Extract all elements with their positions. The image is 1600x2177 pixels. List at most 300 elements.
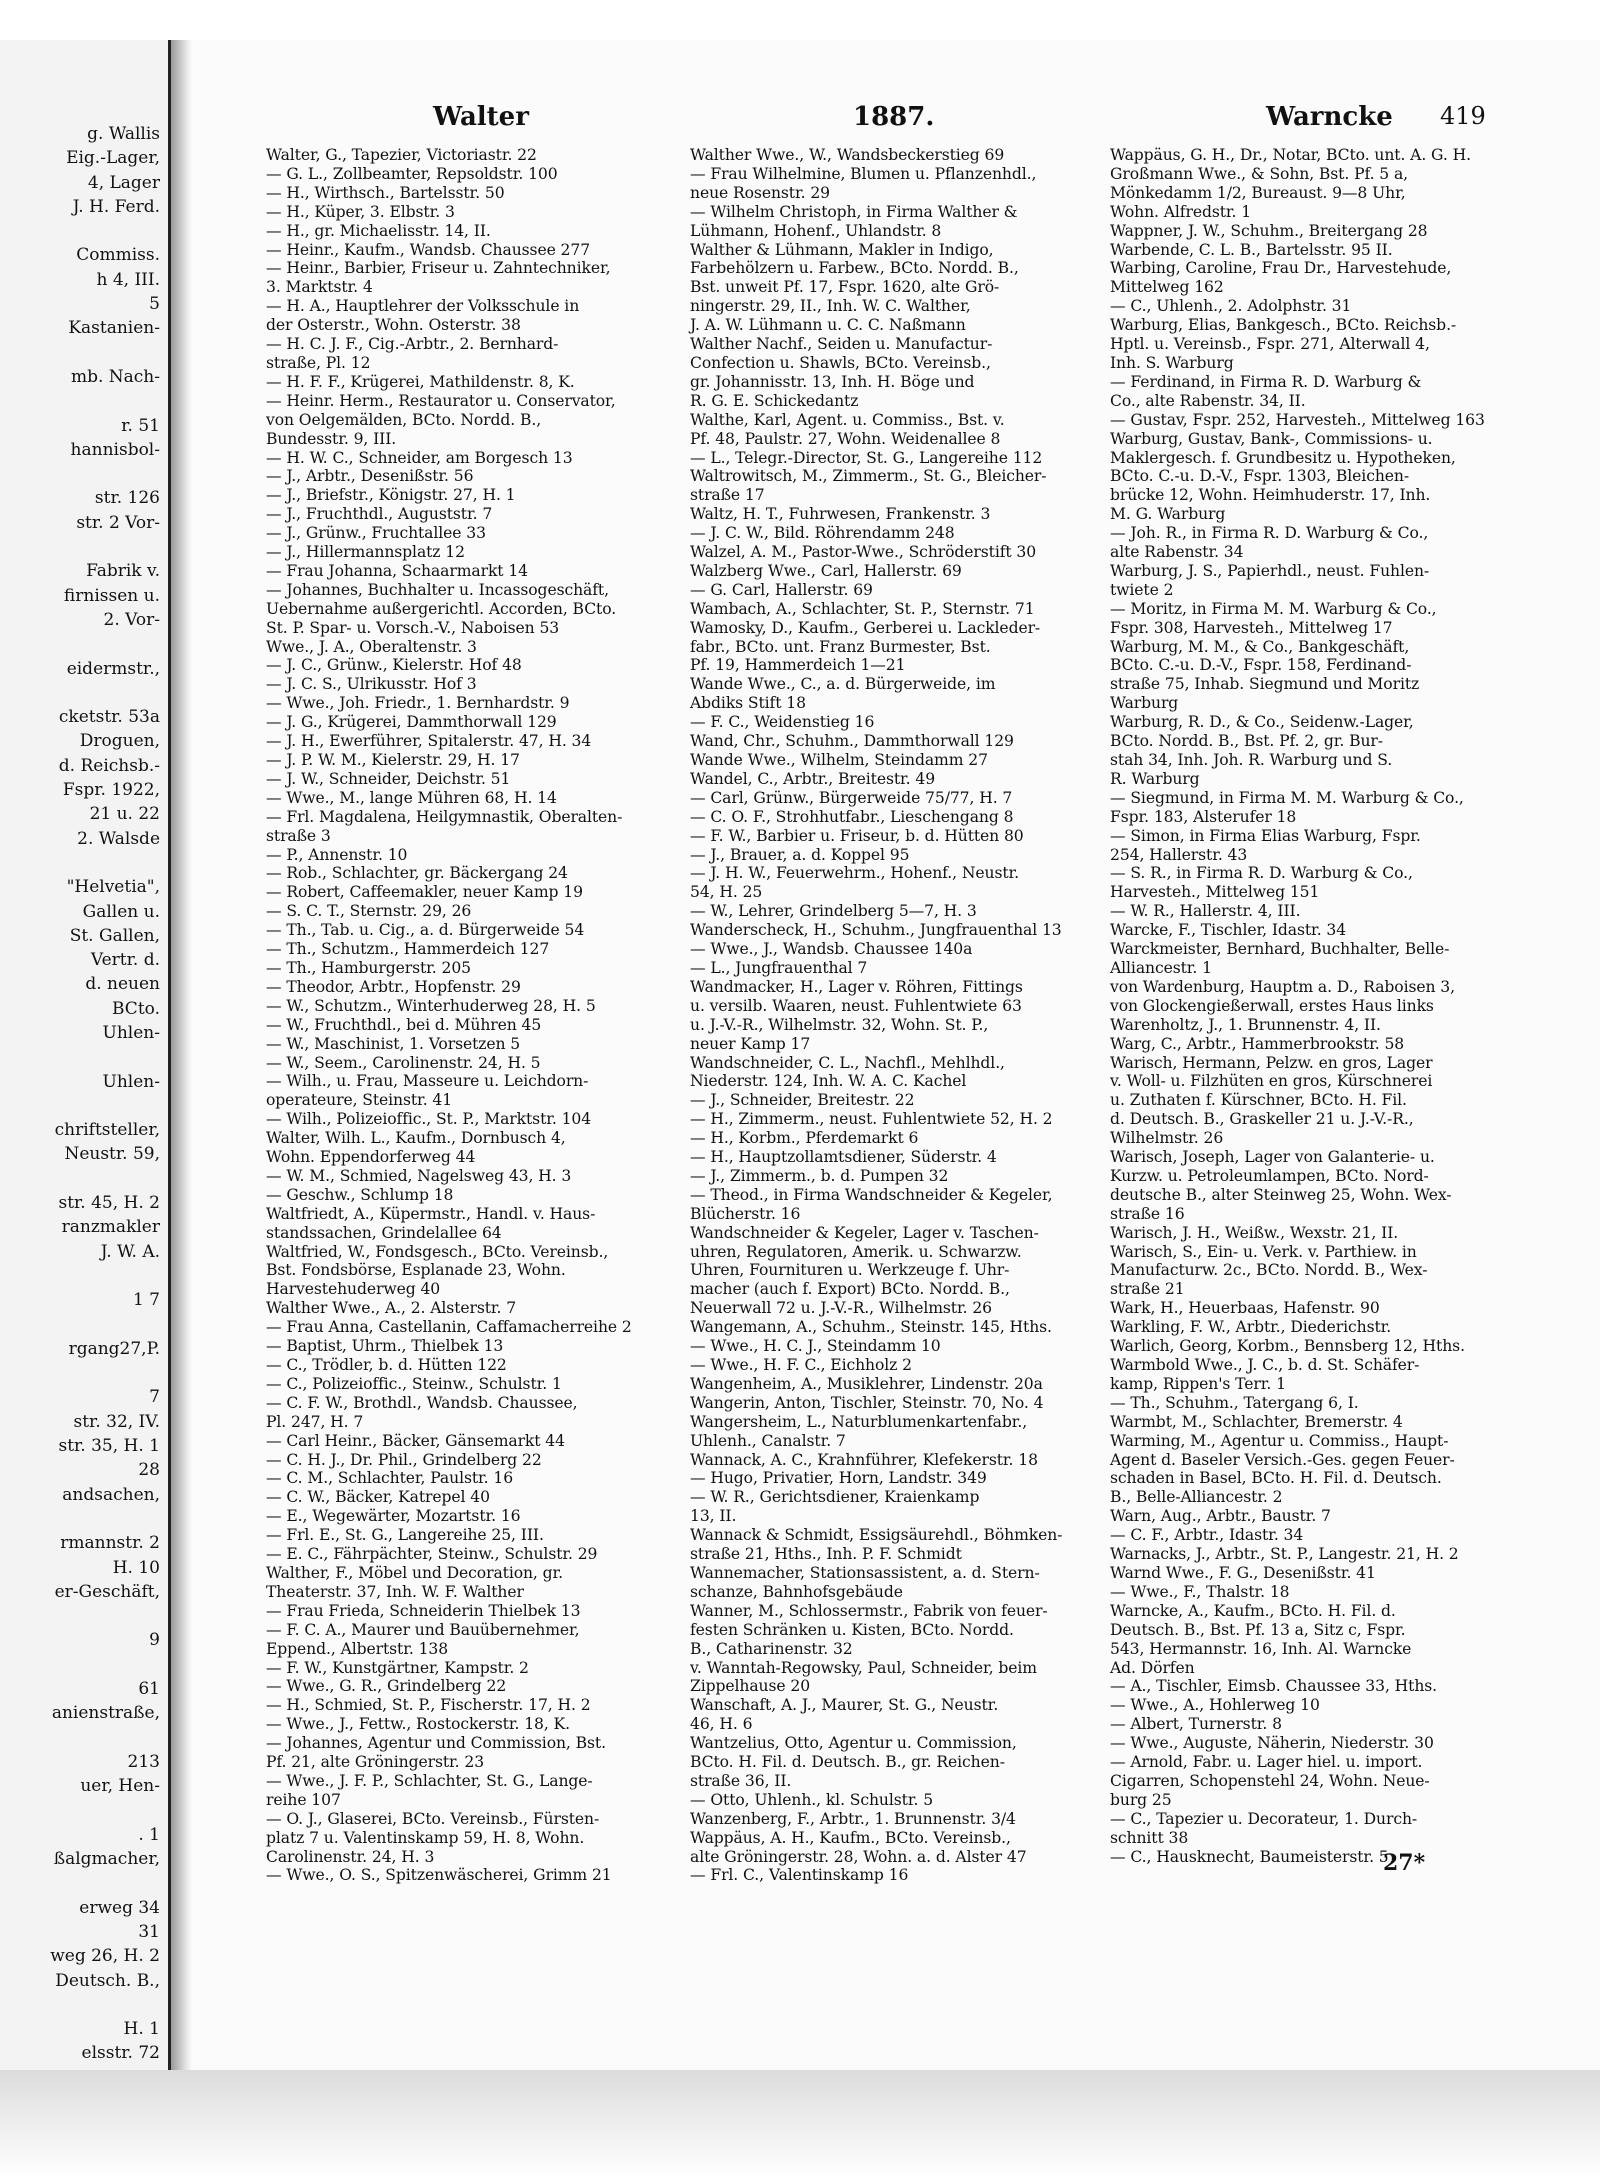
directory-entry-line: — H., Korbm., Pferdemarkt 6	[690, 1129, 919, 1148]
directory-entry-line: straße 36, II.	[690, 1771, 792, 1790]
directory-entry-line: — Wwe., Joh. Friedr., 1. Bernhardstr. 9	[266, 694, 570, 713]
directory-entry-line: Warming, M., Agentur u. Commiss., Haupt-	[1110, 1431, 1449, 1450]
directory-entry-line: Wanderscheck, H., Schuhm., Jungfrauenthal 13	[690, 921, 1062, 940]
directory-entry-line: — J., Schneider, Breitestr. 22	[690, 1091, 915, 1110]
directory-entry-line: R. G. E. Schickedantz	[690, 391, 859, 410]
directory-entry-line: Warmbt, M., Schlachter, Bremerstr. 4	[1110, 1412, 1403, 1431]
directory-entry-line: macher (auch f. Export) BCto. Nordd. B.,	[690, 1280, 1010, 1299]
directory-entry-line: — W., Fruchthdl., bei d. Mühren 45	[266, 1015, 542, 1034]
directory-entry-line: Niederstr. 124, Inh. W. A. C. Kachel	[690, 1072, 967, 1091]
left-fragment-line: mb. Nach-	[70, 366, 160, 387]
directory-entry-line: Wangemann, A., Schuhm., Steinstr. 145, Hths.	[690, 1318, 1052, 1337]
directory-entry-line: Walther & Lühmann, Makler in Indigo,	[690, 240, 994, 259]
directory-entry-line: — C. W., Bäcker, Katrepel 40	[266, 1488, 490, 1507]
directory-entry-line: neue Rosenstr. 29	[690, 183, 830, 202]
left-fragment-line: H. 10	[112, 1557, 160, 1578]
directory-entry-line: Warburg, M. M., & Co., Bankgeschäft,	[1110, 637, 1410, 656]
directory-entry-line: — C., Trödler, b. d. Hütten 122	[266, 1356, 507, 1374]
directory-entry-line: reihe 107	[266, 1790, 341, 1809]
left-fragment-line: erweg 34	[79, 1897, 160, 1918]
scan-bottom-shadow	[0, 2070, 1600, 2177]
directory-entry-line: schanze, Bahnhofsgebäude	[690, 1582, 903, 1601]
directory-entry-line: Wohn. Alfredstr. 1	[1110, 202, 1252, 221]
left-fragment-line: 7	[149, 1387, 160, 1408]
left-fragment-line: rgang27,P.	[68, 1338, 160, 1359]
running-head-year: 1887.	[853, 102, 935, 132]
left-fragment-line	[0, 1871, 168, 1895]
directory-entry-line: Walzberg Wwe., Carl, Hallerstr. 69	[690, 561, 962, 580]
directory-entry-line: straße 75, Inhab. Siegmund und Moritz	[1110, 675, 1420, 694]
left-fragment-line: Gallen u.	[82, 901, 160, 922]
directory-entry-line: Maklergesch. f. Grundbesitz u. Hypotheken,	[1110, 448, 1456, 467]
directory-entry-line: Walzel, A. M., Pastor-Wwe., Schröderstift 30	[690, 543, 1037, 562]
directory-entry-line: Warmbold Wwe., J. C., b. d. St. Schäfer-	[1110, 1356, 1420, 1374]
directory-entry-line: — Baptist, Uhrm., Thielbek 13	[266, 1337, 504, 1356]
directory-entry-line: — F. C., Weidenstieg 16	[690, 713, 875, 732]
left-fragment-line	[0, 1313, 168, 1337]
directory-entry-line: burg 25	[1110, 1790, 1172, 1809]
directory-entry-line: — W. R., Gerichtsdiener, Kraienkamp	[690, 1488, 980, 1507]
directory-entry-line: — J. C. W., Bild. Röhrendamm 248	[690, 524, 955, 543]
directory-entry-line: — L., Telegr.-Director, St. G., Langereihe 112	[690, 448, 1043, 467]
directory-entry-line: — Wwe., J., Fettw., Rostockerstr. 18, K.	[266, 1715, 570, 1734]
directory-entry-line: — E. C., Fährpächter, Steinw., Schulstr. 29	[266, 1545, 598, 1564]
left-fragment-line: . 1	[138, 1824, 160, 1845]
directory-entry-line: Warkling, F. W., Arbtr., Diederichstr.	[1110, 1318, 1392, 1337]
directory-entry-line: St. P. Spar- u. Vorsch.-V., Naboisen 53	[266, 618, 560, 637]
directory-entry-line: Warenholtz, J., 1. Brunnenstr. 4, II.	[1110, 1015, 1381, 1034]
directory-entry-line: Waltrowitsch, M., Zimmerm., St. G., Bleicher-	[690, 467, 1047, 486]
directory-entry-line: stah 34, Inh. Joh. R. Warburg und S.	[1110, 751, 1393, 769]
directory-entry-line: Farbehölzern u. Farbew., BCto. Nordd. B.,	[690, 259, 1019, 278]
directory-entry-line: — Th., Tab. u. Cig., a. d. Bürgerweide 54	[266, 921, 585, 940]
directory-entry-line: Warburg	[1110, 694, 1179, 713]
left-fragment-line	[0, 1653, 168, 1677]
directory-entry-line: Warn, Aug., Arbtr., Baustr. 7	[1110, 1507, 1331, 1526]
directory-entry-line: — Th., Schuhm., Tatergang 6, I.	[1110, 1393, 1359, 1412]
directory-entry-line: Harvestehuderweg 40	[266, 1280, 441, 1299]
directory-entry-line: straße 17	[690, 486, 765, 505]
directory-entry-line: — C. H. J., Dr. Phil., Grindelberg 22	[266, 1450, 542, 1469]
directory-entry-line: — Heinr., Kaufm., Wandsb. Chaussee 277	[266, 240, 591, 259]
directory-entry-line: — W., Maschinist, 1. Vorsetzen 5	[266, 1034, 521, 1053]
directory-entry-line: Wandmacker, H., Lager v. Röhren, Fittings	[690, 977, 1023, 996]
directory-entry-line: R. Warburg	[1110, 769, 1200, 788]
directory-entry-line: Wandel, C., Arbtr., Breitestr. 49	[690, 769, 936, 788]
left-fragment-line: uer, Hen-	[80, 1776, 160, 1797]
left-fragment-line	[0, 219, 168, 243]
left-fragment-line: firnissen u.	[63, 585, 160, 606]
directory-entry-line: — H. A., Hauptlehrer der Volksschule in	[266, 297, 580, 316]
directory-entry-line: Warburg, R. D., & Co., Seidenw.-Lager,	[1110, 713, 1414, 732]
directory-entry-line: — Frl. E., St. G., Langereihe 25, III.	[266, 1526, 544, 1545]
left-fragment-line: andsachen,	[62, 1484, 160, 1505]
directory-entry-line: — Wilh., u. Frau, Masseure u. Leichdorn-	[266, 1072, 589, 1091]
directory-entry-line: ningerstr. 29, II., Inh. W. C. Walther,	[690, 297, 971, 316]
left-fragment-line: Fabrik v.	[86, 561, 160, 582]
directory-entry-line: — H. W. C., Schneider, am Borgesch 13	[266, 448, 573, 467]
directory-entry-line: fabr., BCto. unt. Franz Burmester, Bst.	[690, 637, 991, 656]
directory-entry-line: v. Wanntah-Regowsky, Paul, Schneider, beim	[690, 1658, 1037, 1677]
directory-entry-line: — C., Tapezier u. Decorateur, 1. Durch-	[1110, 1809, 1418, 1828]
directory-entry-line: Wande Wwe., C., a. d. Bürgerweide, im	[690, 675, 996, 694]
directory-entry-line: operateure, Steinstr. 41	[266, 1091, 453, 1110]
directory-entry-line: 3. Marktstr. 4	[266, 278, 373, 297]
directory-entry-line: — Ferdinand, in Firma R. D. Warburg &	[1110, 372, 1422, 391]
directory-entry-line: — F. W., Barbier u. Friseur, b. d. Hütten 80	[690, 826, 1024, 845]
left-fragment-line: h 4, III.	[96, 269, 160, 290]
directory-entry-line: Inh. S. Warburg	[1110, 353, 1234, 372]
directory-entry-line: — J. H., Ewerführer, Spitalerstr. 47, H. 34	[266, 732, 592, 751]
directory-entry-line: — Wwe., G. R., Grindelberg 22	[266, 1677, 507, 1696]
directory-entry-line: — Heinr. Herm., Restaurator u. Conservator,	[266, 391, 616, 410]
directory-entry-line: straße, Pl. 12	[266, 353, 371, 372]
directory-entry-line: kamp, Rippen's Terr. 1	[1110, 1374, 1286, 1393]
left-fragment-line	[0, 1993, 168, 2017]
left-fragment-line: 31	[138, 1921, 160, 1942]
directory-entry-line: Wangersheim, L., Naturblumenkartenfabr.,	[690, 1412, 1028, 1431]
directory-entry-line: straße 16	[1110, 1204, 1185, 1223]
left-fragment-line	[0, 1604, 168, 1628]
directory-entry-line: — Wwe., A., Hohlerweg 10	[1110, 1696, 1320, 1715]
directory-entry-line: Walther, F., Möbel und Decoration, gr.	[266, 1563, 564, 1582]
left-fragment-line: BCto.	[112, 998, 160, 1019]
directory-column-2	[690, 146, 1095, 1885]
directory-entry-line: Manufacturw. 2c., BCto. Nordd. B., Wex-	[1110, 1261, 1428, 1280]
directory-column-3	[1110, 146, 1515, 1866]
directory-entry-line: — Arnold, Fabr. u. Lager hiel. u. import.	[1110, 1753, 1423, 1772]
directory-entry-line: Wamosky, D., Kaufm., Gerberei u. Lackleder-	[690, 618, 1041, 637]
signature-mark: 27*	[1383, 1850, 1426, 1876]
directory-entry-line: Co., alte Rabenstr. 34, II.	[1110, 391, 1306, 410]
left-fragment-line: 2. Walsde	[77, 828, 160, 849]
left-fragment-line: hannisbol-	[70, 439, 160, 460]
directory-entry-line: Uebernahme außergerichtl. Accorden, BCto.	[266, 599, 617, 618]
directory-entry-line: — L., Jungfrauenthal 7	[690, 958, 868, 977]
directory-entry-line: — J. P. W. M., Kielerstr. 29, H. 17	[266, 751, 520, 769]
left-fragment-line: cketstr. 53a	[58, 707, 160, 728]
directory-entry-line: — C., Hausknecht, Baumeisterstr. 5	[1110, 1847, 1389, 1866]
directory-entry-line: Pl. 247, H. 7	[266, 1412, 364, 1431]
directory-entry-line: Warckmeister, Bernhard, Buchhalter, Belle-	[1110, 940, 1450, 959]
directory-entry-line: Wilhelmstr. 26	[1110, 1129, 1224, 1148]
directory-entry-line: festen Schränken u. Kisten, BCto. Nordd.	[690, 1620, 1014, 1639]
directory-entry-line: Waltz, H. T., Fuhrwesen, Frankenstr. 3	[690, 505, 991, 524]
left-fragment-line	[0, 1045, 168, 1069]
directory-entry-line: 46, H. 6	[690, 1715, 753, 1734]
directory-entry-line: 54, H. 25	[690, 883, 763, 902]
directory-entry-line: — S. R., in Firma R. D. Warburg & Co.,	[1110, 864, 1413, 883]
left-fragment-line: Fspr. 1922,	[62, 780, 160, 801]
directory-entry-line: — W. R., Hallerstr. 4, III.	[1110, 902, 1301, 921]
directory-entry-line: — Simon, in Firma Elias Warburg, Fspr.	[1110, 826, 1421, 845]
left-fragment-line: str. 45, H. 2	[58, 1193, 160, 1214]
directory-entry-line: — Frau Frieda, Schneiderin Thielbek 13	[266, 1601, 581, 1620]
left-page-edge	[0, 40, 171, 2070]
left-fragment-line: weg 26, H. 2	[50, 1946, 160, 1967]
left-fragment-line: chriftsteller,	[54, 1120, 160, 1141]
directory-entry-line: gr. Johannisstr. 13, Inh. H. Böge und	[690, 372, 975, 391]
directory-entry-line: Walter, G., Tapezier, Victoriastr. 22	[266, 146, 537, 164]
left-fragment-line: 5	[149, 294, 160, 315]
directory-entry-line: Warbende, C. L. B., Bartelsstr. 95 II.	[1110, 240, 1393, 259]
directory-entry-line: — G. L., Zollbeamter, Repsoldstr. 100	[266, 164, 558, 183]
directory-entry-line: platz 7 u. Valentinskamp 59, H. 8, Wohn.	[266, 1828, 585, 1847]
directory-entry-line: Wappäus, G. H., Dr., Notar, BCto. unt. A. G. H.	[1110, 146, 1471, 164]
directory-entry-line: Wohn. Eppendorferweg 44	[266, 1148, 476, 1167]
directory-entry-line: — Wwe., J., Wandsb. Chaussee 140a	[690, 940, 973, 959]
directory-entry-line: Wandschneider & Kegeler, Lager v. Taschen-	[690, 1223, 1039, 1242]
directory-entry-line: Warburg, J. S., Papierhdl., neust. Fuhlen-	[1110, 561, 1430, 580]
running-head-right: Warncke	[1266, 102, 1393, 132]
directory-entry-line: — J., Fruchthdl., Auguststr. 7	[266, 505, 493, 524]
directory-entry-line: deutsche B., alter Steinweg 25, Wohn. Wex-	[1110, 1185, 1452, 1204]
directory-entry-line: — Johannes, Agentur und Commission, Bst.	[266, 1734, 606, 1753]
directory-entry-line: — Wwe., J. F. P., Schlachter, St. G., Lange-	[266, 1771, 593, 1790]
directory-entry-line: Wwe., J. A., Oberaltenstr. 3	[266, 637, 477, 656]
running-head-left: Walter	[433, 102, 529, 132]
directory-entry-line: Uhren, Fournituren u. Werkzeuge f. Uhr-	[690, 1261, 1010, 1280]
left-fragment-line: Neustr. 59,	[64, 1144, 160, 1165]
left-fragment-line: 28	[138, 1460, 160, 1481]
directory-entry-line: — A., Tischler, Eimsb. Chaussee 33, Hths.	[1110, 1677, 1438, 1696]
directory-entry-line: — W., Seem., Carolinenstr. 24, H. 5	[266, 1053, 541, 1072]
directory-entry-line: Zippelhause 20	[690, 1677, 811, 1696]
left-fragment-line	[0, 1167, 168, 1191]
directory-entry-line: straße 21	[1110, 1280, 1185, 1299]
directory-entry-line: Großmann Wwe., & Sohn, Bst. Pf. 5 a,	[1110, 164, 1409, 183]
directory-entry-line: Waltfried, W., Fondsgesch., BCto. Vereinsb.,	[266, 1242, 609, 1261]
left-fragment-line: d. Reichsb.-	[58, 755, 160, 776]
left-fragment-line: 61	[138, 1679, 160, 1699]
left-fragment-line	[0, 462, 168, 486]
left-fragment-line	[0, 681, 168, 705]
directory-entry-line: — Wwe., Auguste, Näherin, Niederstr. 30	[1110, 1734, 1434, 1753]
left-fragment-line: Commiss.	[76, 245, 160, 266]
directory-entry-line: Pf. 21, alte Gröningerstr. 23	[266, 1753, 485, 1772]
directory-entry-line: — Wwe., O. S., Spitzenwäscherei, Grimm 21	[266, 1866, 612, 1885]
directory-entry-line: — H., Küper, 3. Elbstr. 3	[266, 202, 455, 221]
directory-entry-line: M. G. Warburg	[1110, 505, 1226, 524]
directory-entry-line: alte Gröningerstr. 28, Wohn. a. d. Alster 47	[690, 1847, 1027, 1866]
directory-entry-line: Wappäus, A. H., Kaufm., BCto. Vereinsb.,	[690, 1828, 1011, 1847]
left-fragment-line	[0, 1361, 168, 1385]
directory-entry-line: straße 21, Hths., Inh. P. F. Schmidt	[690, 1545, 962, 1564]
left-fragment-line: ranzmakler	[61, 1217, 160, 1238]
directory-entry-line: straße 3	[266, 826, 331, 845]
left-fragment-line: r. 51	[121, 415, 160, 436]
directory-entry-line: Ad. Dörfen	[1110, 1658, 1195, 1677]
directory-entry-line: Wangenheim, A., Musiklehrer, Lindenstr. 20a	[690, 1374, 1043, 1393]
directory-entry-line: — S. C. T., Sternstr. 29, 26	[266, 902, 472, 921]
directory-entry-line: Walter, Wilh. L., Kaufm., Dornbusch 4,	[266, 1129, 566, 1148]
directory-entry-line: 543, Hermannstr. 16, Inh. Al. Warncke	[1110, 1639, 1412, 1658]
directory-entry-line: — J., Arbtr., Desenißstr. 56	[266, 467, 474, 486]
directory-entry-line: — Frl. Magdalena, Heilgymnastik, Oberalten-	[266, 807, 623, 826]
left-fragment-line	[0, 535, 168, 559]
directory-entry-line: Carolinenstr. 24, H. 3	[266, 1847, 435, 1866]
directory-entry-line: — Th., Schutzm., Hammerdeich 127	[266, 940, 550, 959]
directory-entry-line: — W., Lehrer, Grindelberg 5—7, H. 3	[690, 902, 977, 921]
directory-entry-line: — Carl Heinr., Bäcker, Gänsemarkt 44	[266, 1431, 565, 1450]
directory-entry-line: neuer Kamp 17	[690, 1034, 811, 1053]
directory-entry-line: — Wwe., H. C. J., Steindamm 10	[690, 1337, 941, 1356]
left-fragment-line	[0, 851, 168, 875]
directory-entry-line: BCto. C.-u. D.-V., Fspr. 158, Ferdinand-	[1110, 656, 1412, 675]
directory-entry-line: u. Zuthaten f. Kürschner, BCto. H. Fil.	[1110, 1091, 1407, 1110]
directory-entry-line: — Wilhelm Christoph, in Firma Walther &	[690, 202, 1018, 221]
directory-entry-line: Wannack & Schmidt, Essigsäurehdl., Böhmken-	[690, 1526, 1063, 1545]
directory-entry-line: — G. Carl, Hallerstr. 69	[690, 580, 873, 599]
directory-column-1	[266, 146, 671, 1885]
directory-entry-line: — J., Hillermannsplatz 12	[266, 543, 465, 562]
directory-entry-line: Walther Wwe., W., Wandsbeckerstieg 69	[690, 146, 1005, 164]
directory-entry-line: Wantzelius, Otto, Agentur u. Commission,	[690, 1734, 1017, 1753]
left-fragment-line: Uhlen-	[102, 1022, 160, 1043]
directory-entry-line: — Frau Anna, Castellanin, Caffamacherreihe 2	[266, 1318, 632, 1337]
left-fragment-line: J. H. Ferd.	[72, 196, 160, 217]
left-fragment-line: Kastanien-	[68, 318, 160, 339]
directory-entry-line: — H. C. J. F., Cig.-Arbtr., 2. Bernhard-	[266, 335, 559, 354]
directory-entry-line: Wand, Chr., Schuhm., Dammthorwall 129	[690, 732, 1014, 751]
directory-entry-line: — Johannes, Buchhalter u. Incassogeschäft,	[266, 580, 609, 599]
directory-entry-line: — J. W., Schneider, Deichstr. 51	[266, 769, 511, 788]
left-fragment-line: 1 7	[132, 1290, 160, 1311]
directory-entry-line: Wanschaft, A. J., Maurer, St. G., Neustr.	[690, 1696, 999, 1715]
directory-entry-line: BCto. C.-u. D.-V., Fspr. 1303, Bleichen-	[1110, 467, 1410, 486]
directory-entry-line: Bundesstr. 9, III.	[266, 429, 397, 448]
left-fragment-line: d. neuen	[85, 974, 160, 995]
directory-entry-line: Abdiks Stift 18	[690, 694, 806, 713]
directory-entry-line: — Wwe., H. F. C., Eichholz 2	[690, 1356, 912, 1374]
directory-entry-line: schnitt 38	[1110, 1828, 1189, 1847]
directory-entry-line: u. J.-V.-R., Wilhelmstr. 32, Wohn. St. P.,	[690, 1015, 989, 1034]
left-fragment-line: J. W. A.	[100, 1241, 160, 1262]
directory-entry-line: twiete 2	[1110, 580, 1174, 599]
directory-entry-line: Theaterstr. 37, Inh. W. F. Walther	[266, 1582, 524, 1601]
directory-entry-line: — Albert, Turnerstr. 8	[1110, 1715, 1282, 1734]
directory-entry-line: — F. C. A., Maurer und Bauübernehmer,	[266, 1620, 580, 1639]
left-fragment-line: rmannstr. 2	[60, 1533, 160, 1554]
directory-entry-line: Lühmann, Hohenf., Uhlandstr. 8	[690, 221, 942, 240]
directory-entry-line: Warburg, Elias, Bankgesch., BCto. Reichsb.-	[1110, 316, 1457, 335]
directory-entry-line: Warisch, S., Ein- u. Verk. v. Parthiew. in	[1110, 1242, 1417, 1261]
directory-entry-line: Eppend., Albertstr. 138	[266, 1639, 449, 1658]
directory-entry-line: von Glockengießerwall, erstes Haus links	[1110, 996, 1434, 1015]
directory-entry-line: — C., Polizeioffic., Steinw., Schulstr. 1	[266, 1374, 562, 1393]
directory-entry-line: — Wilh., Polizeioffic., St. P., Marktstr. 104	[266, 1110, 592, 1129]
left-page-fragments	[0, 40, 168, 2139]
left-fragment-line: ßalgmacher,	[53, 1849, 160, 1870]
directory-entry-line: — Rob., Schlachter, gr. Bäckergang 24	[266, 864, 568, 883]
directory-entry-line: Deutsch. B., Bst. Pf. 13 a, Sitz c, Fspr.	[1110, 1620, 1406, 1639]
directory-entry-line: Warbing, Caroline, Frau Dr., Harvestehude,	[1110, 259, 1452, 278]
left-fragment-line: 213	[127, 1751, 160, 1772]
directory-entry-line: B., Catharinenstr. 32	[690, 1639, 853, 1658]
left-fragment-line: str. 2 Vor-	[76, 512, 160, 533]
left-fragment-line: anienstraße,	[51, 1703, 160, 1724]
directory-entry-line: Warisch, Hermann, Pelzw. en gros, Lager	[1110, 1053, 1433, 1072]
directory-entry-line: 254, Hallerstr. 43	[1110, 845, 1248, 864]
left-fragment-line: "Helvetia",	[66, 877, 160, 898]
directory-entry-line: u. versilb. Waaren, neust. Fuhlentwiete 63	[690, 996, 1022, 1015]
directory-entry-line: — C. O. F., Strohhutfabr., Lieschengang 8	[690, 807, 1014, 826]
directory-entry-line: 13, II.	[690, 1507, 737, 1526]
left-fragment-line: St. Gallen,	[69, 925, 160, 946]
directory-entry-line: Bst. Fondsbörse, Esplanade 23, Wohn.	[266, 1261, 566, 1280]
directory-entry-line: Harvesteh., Mittelweg 151	[1110, 883, 1320, 902]
directory-entry-line: Walthe, Karl, Agent. u. Commiss., Bst. v.	[690, 410, 1005, 429]
directory-entry-line: uhren, Regulatoren, Amerik. u. Schwarzw.	[690, 1242, 1022, 1261]
directory-entry-line: — Frau Johanna, Schaarmarkt 14	[266, 561, 528, 580]
directory-entry-line: — W., Schutzm., Winterhuderweg 28, H. 5	[266, 996, 596, 1015]
directory-entry-line: Warlich, Georg, Korbm., Bennsberg 12, Hths.	[1110, 1337, 1465, 1356]
left-fragment-line: 2. Vor-	[103, 609, 160, 630]
left-fragment-line: Eig.-Lager,	[66, 148, 160, 169]
directory-entry-line: Wangerin, Anton, Tischler, Steinstr. 70, No. 4	[690, 1393, 1044, 1412]
directory-entry-line: brücke 12, Wohn. Heimhuderstr. 17, Inh.	[1110, 486, 1431, 505]
directory-entry-line: Warisch, Joseph, Lager von Galanterie- u.	[1110, 1148, 1435, 1167]
directory-entry-line: Agent d. Baseler Versich.-Ges. gegen Feuer-	[1110, 1450, 1455, 1469]
left-fragment-line	[0, 1726, 168, 1750]
directory-entry-line: — P., Annenstr. 10	[266, 845, 408, 864]
directory-entry-line: Cigarren, Schopenstehl 24, Wohn. Neue-	[1110, 1771, 1430, 1790]
directory-entry-line: Walther Wwe., A., 2. Alsterstr. 7	[266, 1299, 517, 1318]
directory-entry-line: Warcke, F., Tischler, Idastr. 34	[1110, 921, 1347, 940]
left-fragment-line: str. 35, H. 1	[58, 1436, 160, 1457]
directory-entry-line: Warg, C., Arbtr., Hammerbrookstr. 58	[1110, 1034, 1405, 1053]
directory-entry-line: — H., Zimmerm., neust. Fuhlentwiete 52, H. 2	[690, 1110, 1053, 1129]
left-fragment-line: 4, Lager	[87, 172, 160, 193]
directory-entry-line: Warnacks, J., Arbtr., St. P., Langestr. 21, H. 2	[1110, 1545, 1459, 1564]
directory-entry-line: Wappner, J. W., Schuhm., Breitergang 28	[1110, 221, 1428, 240]
directory-entry-line: — J. G., Krügerei, Dammthorwall 129	[266, 713, 557, 732]
left-fragment-line: Vertr. d.	[90, 950, 160, 971]
left-fragment-line: H. 1	[123, 2019, 160, 2040]
directory-entry-line: — Frl. C., Valentinskamp 16	[690, 1866, 909, 1885]
left-fragment-line: elsstr. 72	[81, 2043, 160, 2064]
directory-entry-line: Kurzw. u. Petroleumlampen, BCto. Nord-	[1110, 1166, 1429, 1185]
directory-entry-line: Warnd Wwe., F. G., Desenißstr. 41	[1110, 1563, 1376, 1582]
directory-entry-line: v. Woll- u. Filzhüten en gros, Kürschnerei	[1110, 1072, 1433, 1091]
directory-entry-line: — J. H. W., Feuerwehrm., Hohenf., Neustr.	[690, 864, 1020, 883]
directory-entry-line: — J. C. S., Ulrikusstr. Hof 3	[266, 675, 477, 694]
directory-entry-line: BCto. Nordd. B., Bst. Pf. 2, gr. Bur-	[1110, 732, 1383, 751]
directory-entry-line: Pf. 19, Hammerdeich 1—21	[690, 656, 906, 675]
directory-entry-line: Hptl. u. Vereinsb., Fspr. 271, Alterwall 4,	[1110, 335, 1430, 354]
directory-entry-line: von Oelgemälden, BCto. Nordd. B.,	[266, 410, 542, 429]
directory-entry-line: Bst. unweit Pf. 17, Fspr. 1620, alte Grö-	[690, 278, 1000, 297]
left-fragment-line: 21 u. 22	[89, 804, 160, 825]
directory-entry-line: Wark, H., Heuerbaas, Hafenstr. 90	[1110, 1299, 1380, 1318]
directory-entry-line: — C., Uhlenh., 2. Adolphstr. 31	[1110, 297, 1352, 316]
directory-entry-line: Alliancestr. 1	[1110, 958, 1212, 977]
book-gutter	[171, 40, 193, 2070]
directory-entry-line: Warncke, A., Kaufm., BCto. H. Fil. d.	[1110, 1601, 1396, 1620]
left-fragment-line	[0, 1507, 168, 1531]
directory-entry-line: — Siegmund, in Firma M. M. Warburg & Co.,	[1110, 788, 1464, 807]
directory-entry-line: — Carl, Grünw., Bürgerweide 75/77, H. 7	[690, 788, 1013, 807]
directory-entry-line: — J., Grünw., Fruchtallee 33	[266, 524, 486, 543]
directory-entry-line: — Moritz, in Firma M. M. Warburg & Co.,	[1110, 599, 1437, 618]
directory-entry-line: standssachen, Grindelallee 64	[266, 1223, 502, 1242]
directory-entry-line: — E., Wegewärter, Mozartstr. 16	[266, 1507, 521, 1526]
directory-entry-line: — C. F., Arbtr., Idastr. 34	[1110, 1526, 1304, 1545]
left-fragment-line: str. 126	[94, 488, 160, 509]
directory-entry-line: — Wwe., F., Thalstr. 18	[1110, 1582, 1290, 1601]
left-fragment-line	[0, 389, 168, 413]
directory-entry-line: alte Rabenstr. 34	[1110, 543, 1244, 562]
